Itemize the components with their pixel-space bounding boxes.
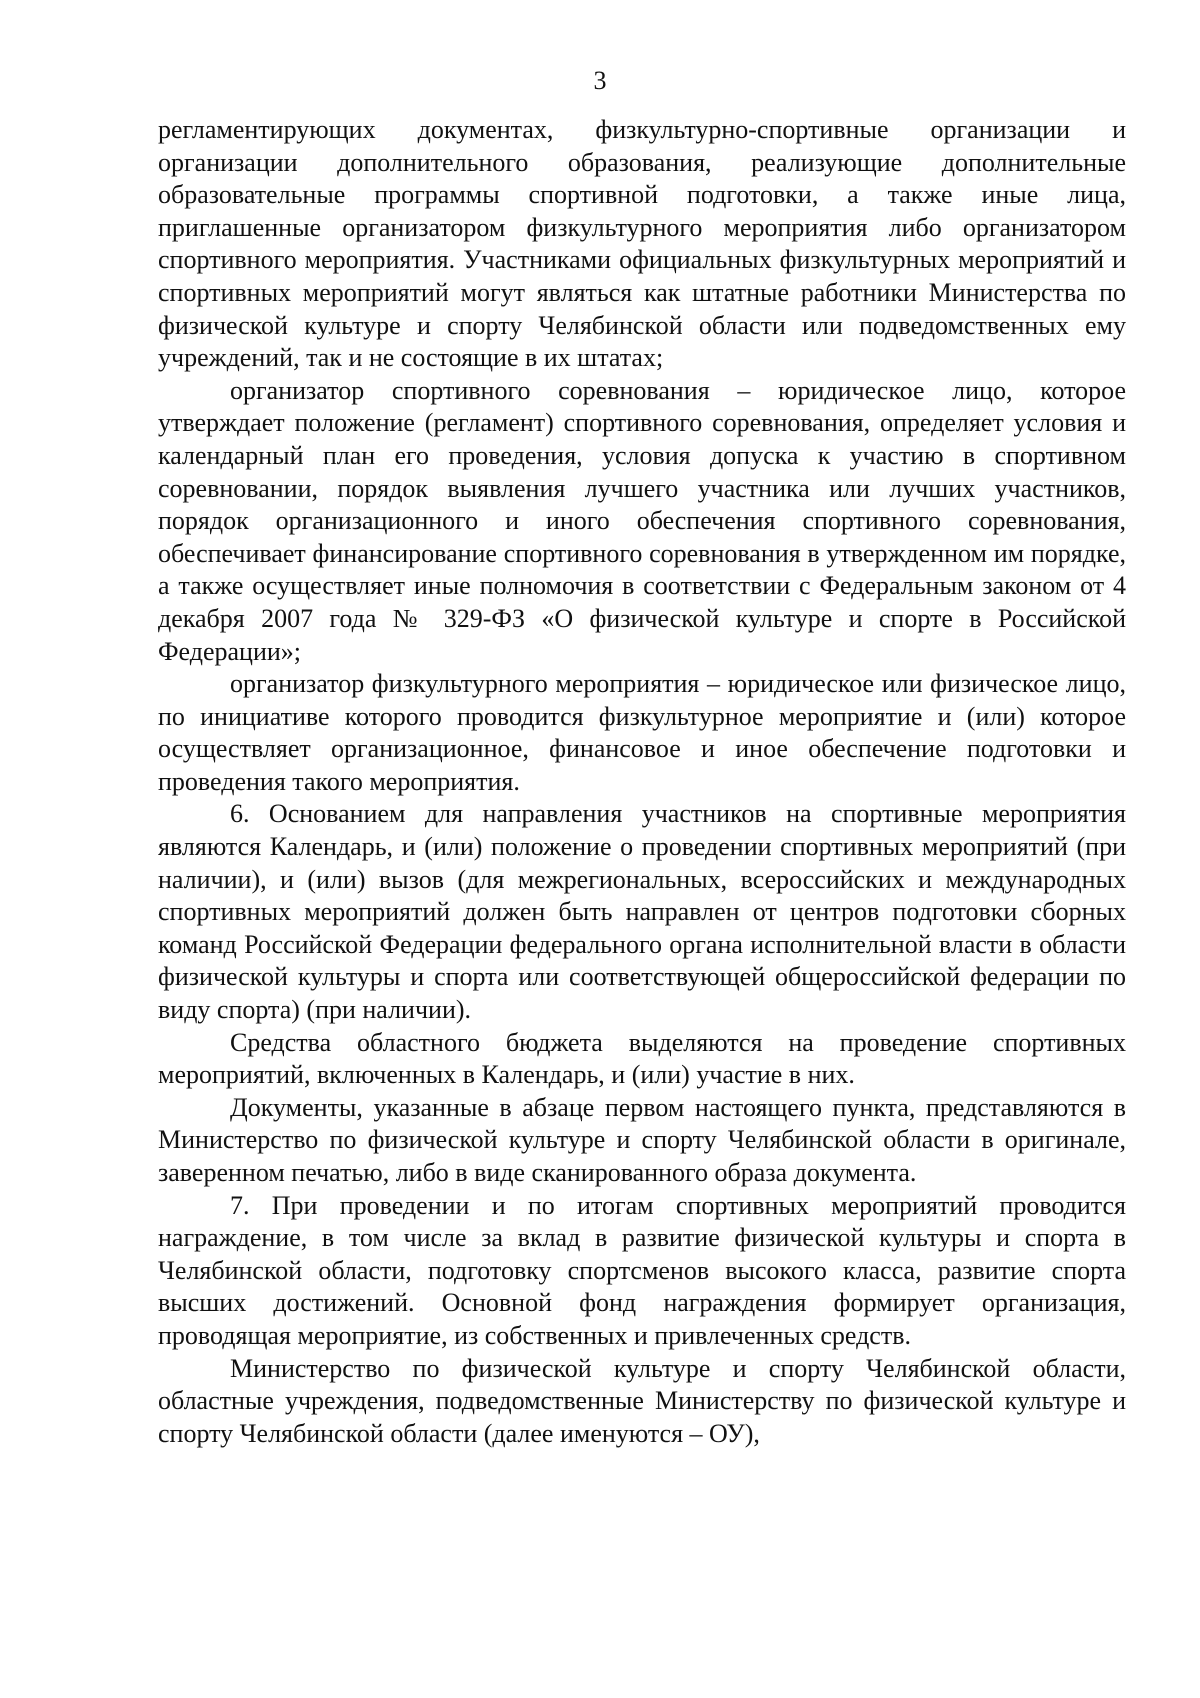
paragraph-participants-continuation: регламентирующих документах, физкультурно-спортивные организации и организации дополнительного образования, реализующие дополнительные образовательные программы спортивной подготовки, а также иные лица, приглашенные организатором физкультурного мероприятия либо организатором спортивного мероприятия. Участниками официальных физкультурных мероприятий и спортивных мероприятий могут являться как штатные работники Министерства по физической культуре и спорту Челябинской области или подведомственных ему учреждений, так и не состоящие в их штатах; [158,115,1126,373]
paragraph-item-6: 6. Основанием для направления участников на спортивные мероприятия являются Календарь, и (или) положение о проведении спортивных мероприятий (при наличии), и (или) вызов (для межрегиональных, всероссийских и международных спортивных мероприятий должен быть направлен от центров подготовки сборных команд Российской Федерации федерального органа исполнительной власти в области физической культуры и спорта или соответствующей общероссийской федерации по виду спорта) (при наличии). [158,799,1126,1025]
paragraph-budget-funds: Средства областного бюджета выделяются на проведение спортивных мероприятий, включенных в Календарь, и (или) участие в них. [158,1027,1126,1090]
paragraph-competition-organizer: организатор спортивного соревнования – юридическое лицо, которое утверждает положение (регламент) спортивного соревнования, определяет условия и календарный план его проведения, условия допуска к участию в спортивном соревновании, порядок выявления лучшего участника или лучших участников, порядок организационного и иного обеспечения спортивного соревнования, обеспечивает финансирование спортивного соревнования в утвержденном им порядке, а также осуществляет иные полномочия в соответствии с Федеральным законом от 4 декабря 2007 года № 329-ФЗ «О физической культуре и спорте в Российской Федерации»; [158,375,1126,666]
paragraph-documents: Документы, указанные в абзаце первом настоящего пункта, представляются в Министерство по физической культуре и спорту Челябинской области в оригинале, заверенном печатью, либо в виде сканированного образа документа. [158,1092,1126,1187]
paragraph-event-organizer: организатор физкультурного мероприятия – юридическое или физическое лицо, по инициативе которого проводится физкультурное мероприятие и (или) которое осуществляет организационное, финансовое и иное обеспечение подготовки и проведения такого мероприятия. [158,669,1126,796]
page-number: 3 [593,66,607,95]
document-body [158,114,1126,1450]
paragraph-ministry: Министерство по физической культуре и спорту Челябинской области, областные учреждения, подведомственные Министерству по физической культуре и спорту Челябинской области (далее именуются – ОУ), [158,1353,1126,1448]
paragraph-item-7: 7. При проведении и по итогам спортивных мероприятий проводится награждение, в том числе за вклад в развитие физической культуры и спорта в Челябинской области, подготовку спортсменов высокого класса, развитие спорта высших достижений. Основной фонд награждения формирует организация, проводящая мероприятие, из собственных и привлеченных средств. [158,1190,1126,1350]
